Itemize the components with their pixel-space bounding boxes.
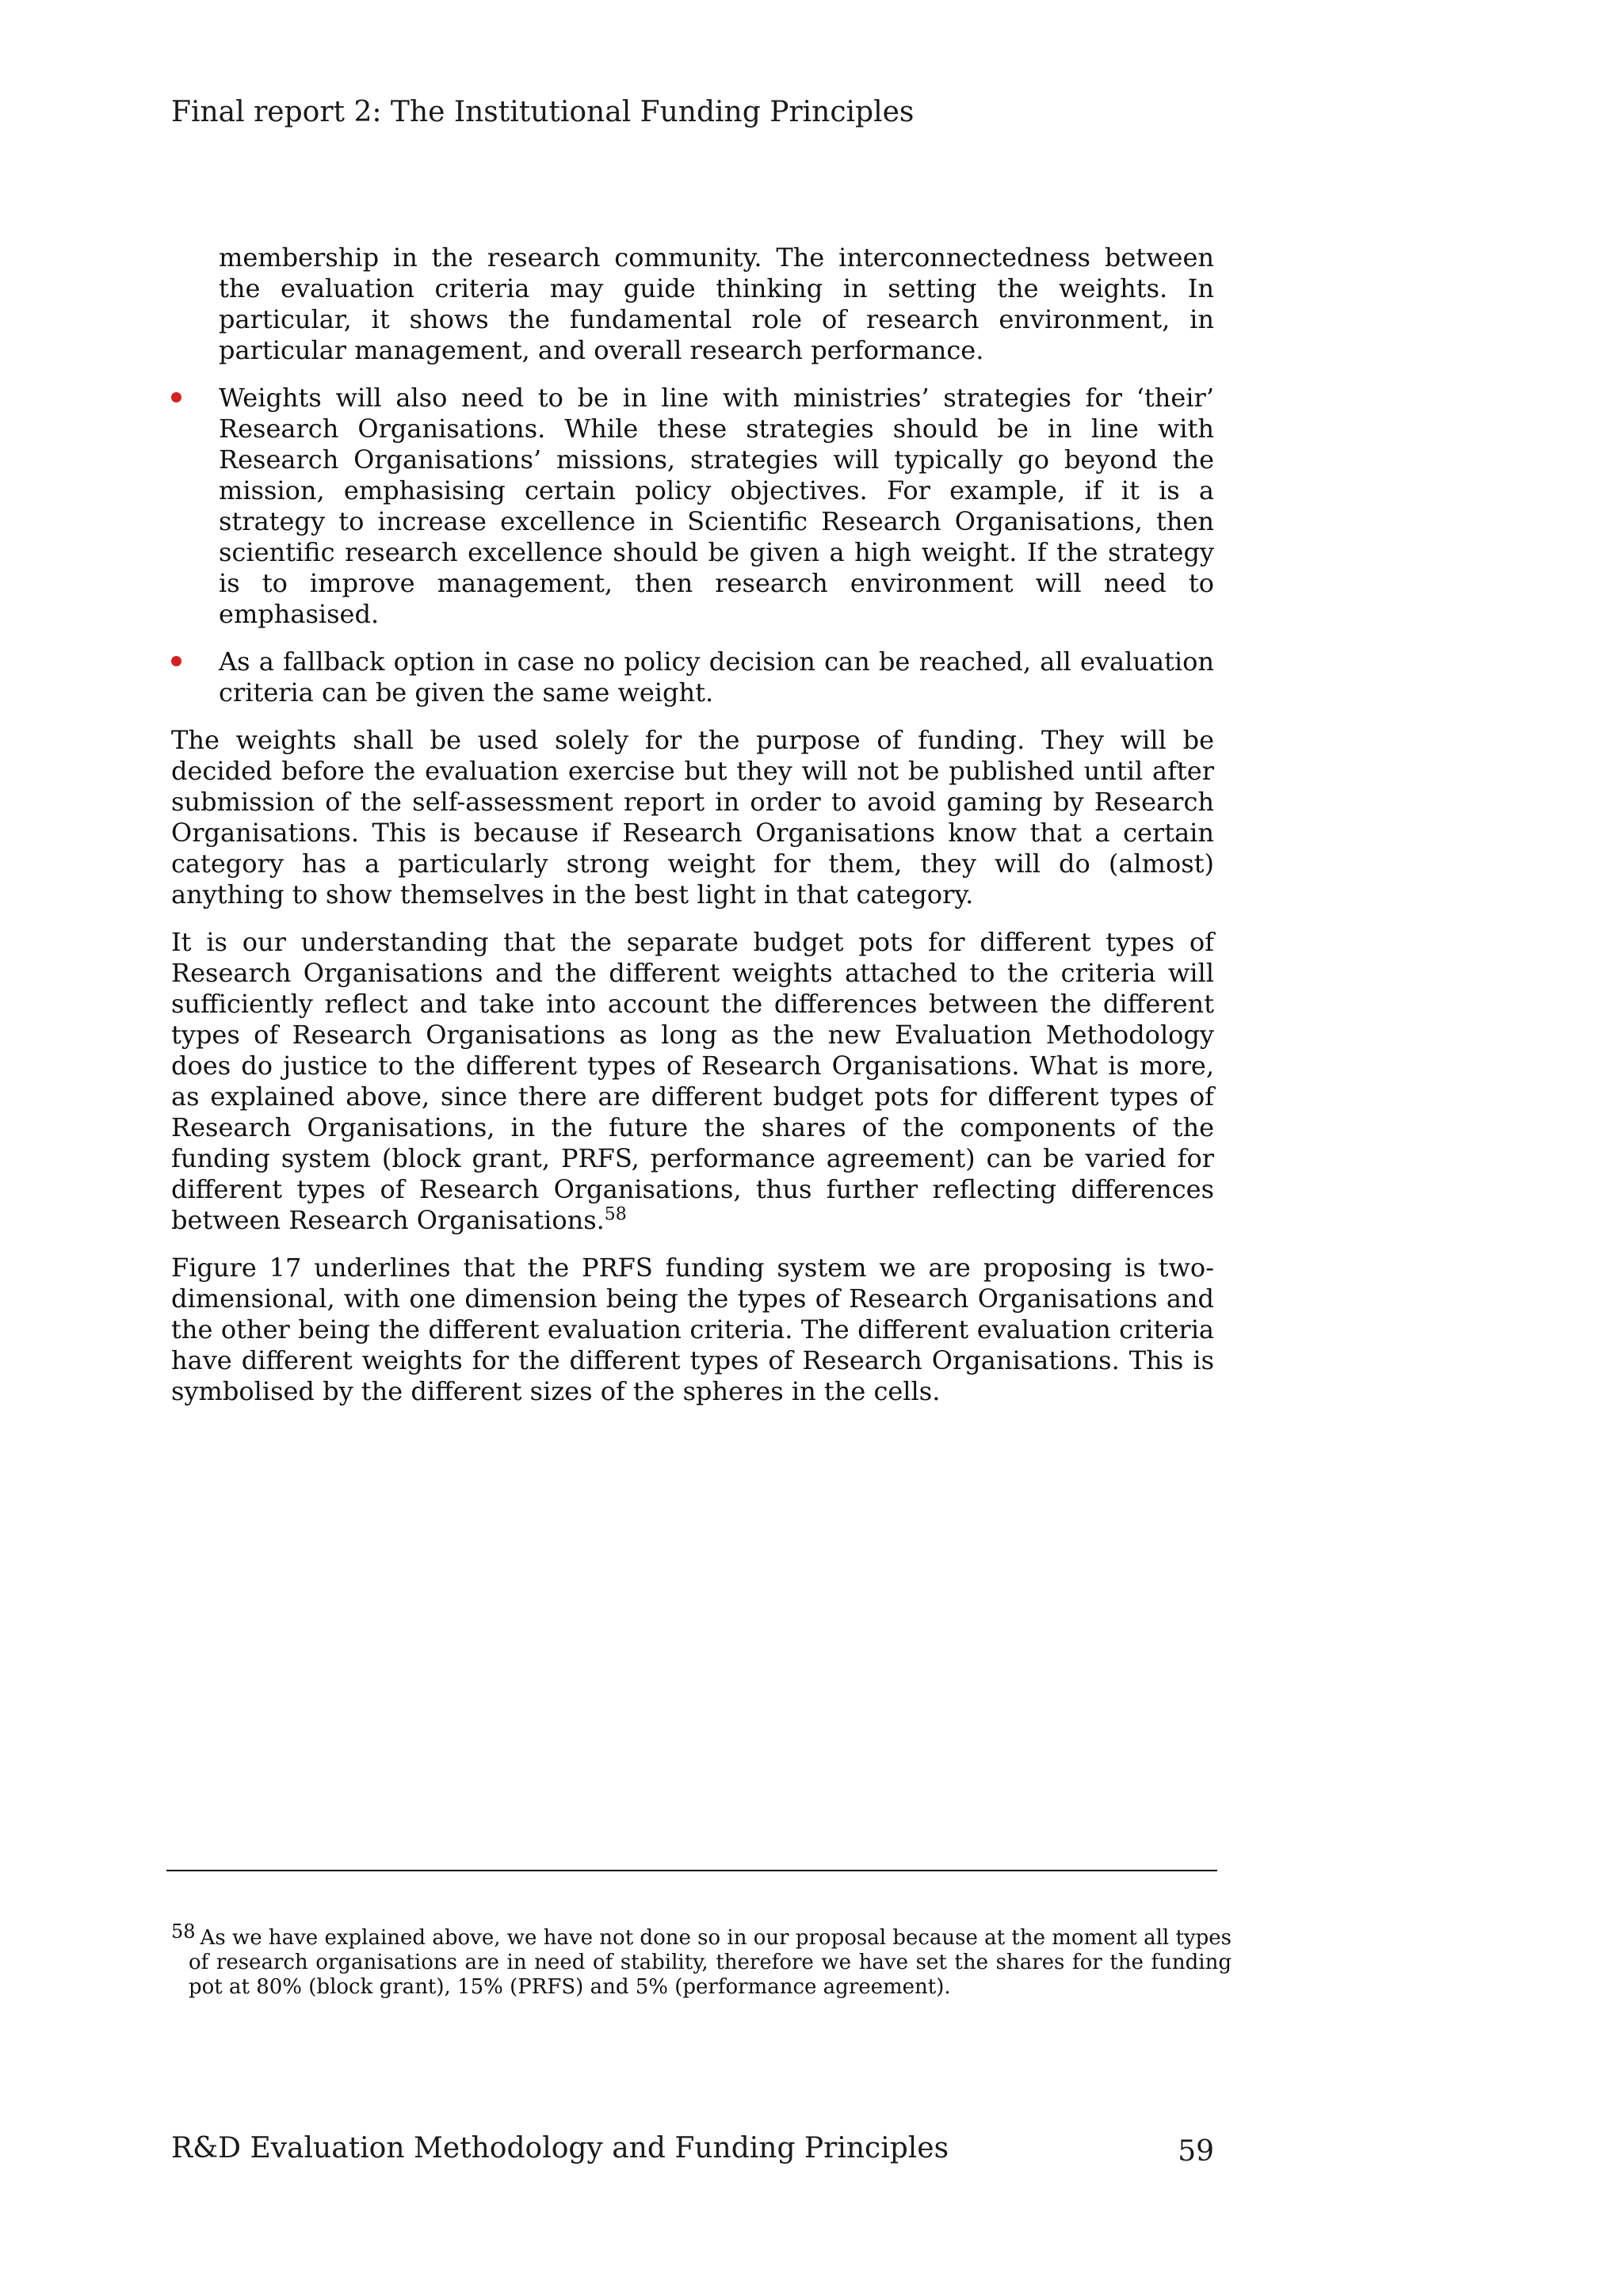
bullet-text: Weights will also need to be in line with ministries’ strategies for ‘their’ Research Organisations. While these strategies should be in line with Research Organisations’ missions, strategies will typically go beyond the mission, emphasising certain policy objectives. For example, if it is a strategy to increase excellence in Scientific Research Organisations, then scientific research excellence should be given a high weight. If the strategy is to improve management, then research environment will need to emphasised. bbox=[219, 383, 1214, 629]
footnote-reference[interactable]: 58 bbox=[604, 1204, 627, 1225]
bullet-item bbox=[171, 646, 1214, 708]
footer-title: R&D Evaluation Methodology and Funding Principles bbox=[171, 2132, 949, 2164]
paragraph bbox=[171, 927, 1214, 1236]
body-text bbox=[171, 242, 1214, 1424]
page-number: 59 bbox=[1178, 2135, 1214, 2168]
footnote-number: 58 bbox=[171, 1920, 196, 1943]
paragraph-text: It is our understanding that the separate budget pots for different types of Research Organisations and the different weights attached to the criteria will sufficiently reflect and take into account the differences between the different types of Research Organisations as long as the new Evaluation Methodology does do justice to the different types of Research Organisations. What is more, as explained above, since there are different budget pots for different types of Research Organisations, in the future the shares of the components of the funding system (block grant, PRFS, performance agreement) can be varied for different types of Research Organisations, thus further reflecting differences between Research Organisations. bbox=[171, 927, 1214, 1235]
bullet-icon bbox=[171, 392, 181, 402]
paragraph: The weights shall be used solely for the purpose of funding. They will be decided before the evaluation exercise but they will not be published until after submission of the self-assessment report in order to avoid gaming by Research Organisations. This is because if Research Organisations know that a certain category has a particularly strong weight for them, they will do (almost) anything to show themselves in the best light in that category. bbox=[171, 725, 1214, 910]
bullet-list bbox=[171, 383, 1214, 708]
bullet-icon bbox=[171, 656, 181, 666]
footnote-text: As we have explained above, we have not done so in our proposal because at the moment all types of research organisations are in need of stability, therefore we have set the shares for the funding pot at 80% (block grant), 15% (PRFS) and 5% (performance agreement). bbox=[189, 1926, 1232, 1999]
paragraph: Figure 17 underlines that the PRFS funding system we are proposing is two-dimensional, with one dimension being the types of Research Organisations and the other being the different evaluation criteria. The different evaluation criteria have different weights for the different types of Research Organisations. This is symbolised by the different sizes of the spheres in the cells. bbox=[171, 1253, 1214, 1406]
footnote bbox=[171, 1920, 1232, 2000]
bullet-text: As a fallback option in case no policy decision can be reached, all evaluation criteria can be given the same weight. bbox=[219, 646, 1214, 707]
footnote-divider bbox=[166, 1870, 1217, 1871]
bullet-continuation: membership in the research community. The interconnectedness between the evaluation criteria may guide thinking in setting the weights. In particular, it shows the fundamental role of research environment, in particular management, and overall research performance. bbox=[219, 242, 1214, 365]
bullet-item bbox=[171, 383, 1214, 630]
running-footer bbox=[171, 2130, 1214, 2168]
running-header: Final report 2: The Institutional Funding Principles bbox=[171, 96, 915, 128]
